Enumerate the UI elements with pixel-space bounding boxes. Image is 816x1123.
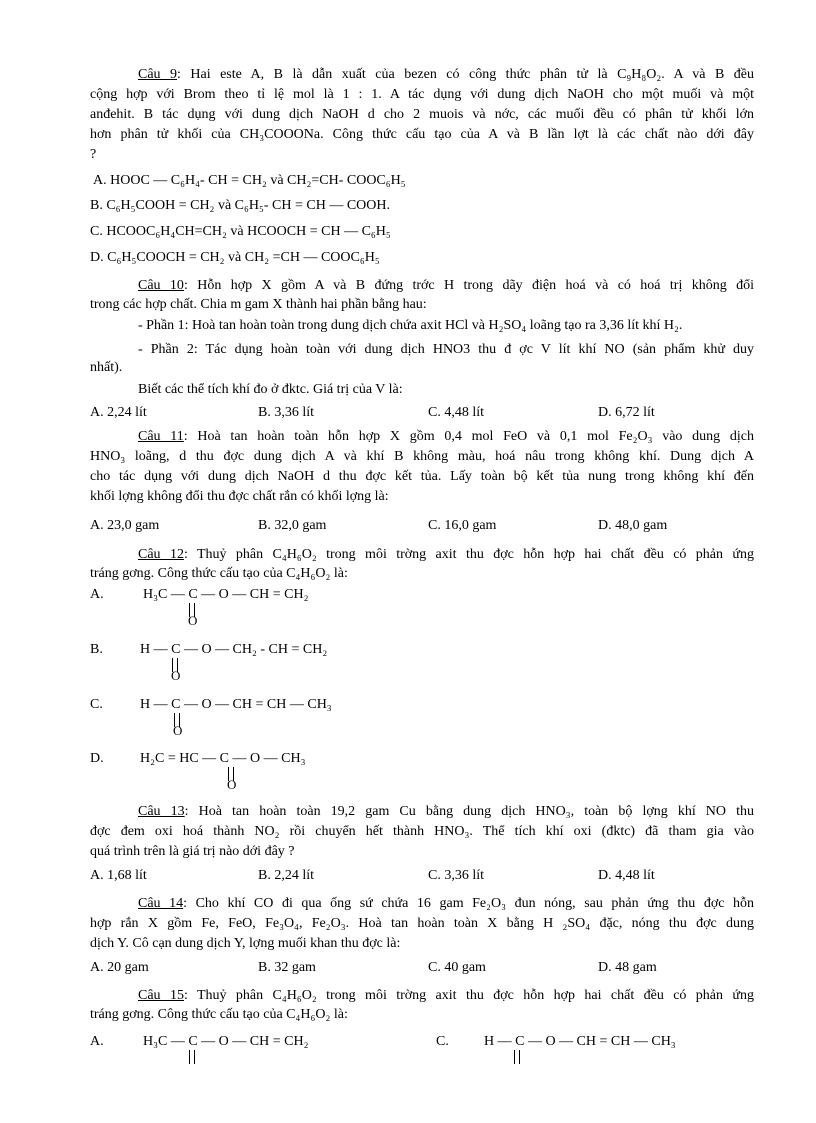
- q10-option-a[interactable]: A. 2,24 lít: [90, 405, 147, 420]
- q13-option-c[interactable]: C. 3,36 lít: [428, 868, 485, 883]
- q10-line2: trong các hợp chất. Chia m gam X thành hai phần bằng hau:: [90, 297, 427, 312]
- q9-line3: anđehit. B tác dụng với dung dịch NaOH d cho 2 muois và nớc, các muối đều có phân tử khối lớn: [90, 107, 754, 122]
- q11-text1: : Hoà tan hoàn toàn hỗn hợp X gồm 0,4 mol FeO và 0,1 mol Fe₂O₃ vào dung dịch: [183, 429, 754, 444]
- q9-option-b[interactable]: B. C₆H₅COOH = CH₂ và C₆H₅- CH = CH — COOH.: [90, 198, 390, 213]
- q12-a-oxygen: O: [188, 613, 198, 628]
- q14-option-d[interactable]: D. 48 gam: [598, 960, 657, 975]
- q10-ask: Biết các thể tích khí đo ở đktc. Giá trị của V là:: [138, 382, 403, 397]
- q10-label: Câu 10: [138, 278, 184, 293]
- q15-line1: [138, 987, 754, 1005]
- q12-option-b-label[interactable]: B.: [90, 642, 103, 657]
- q9-option-d[interactable]: D. C₆H₅COOCH = CH₂ và CH₂ =CH — COOC₆H₅: [90, 250, 380, 265]
- q10-option-b[interactable]: B. 3,36 lít: [258, 405, 315, 420]
- q12-option-a-label[interactable]: A.: [90, 587, 104, 602]
- q9-option-c[interactable]: C. HCOOC₆H₄CH=CH₂ và HCOOCH = CH — C₆H₅: [90, 224, 391, 239]
- q12-b-oxygen: O: [171, 668, 181, 683]
- q15-text1: : Thuỷ phân C₄H₆O₂ trong môi trờng axit thu đợc hỗn hợp hai chất đều có phản ứng: [183, 988, 754, 1003]
- q10-option-c[interactable]: C. 4,48 lít: [428, 405, 485, 420]
- q15-label: Câu 15: [138, 988, 184, 1003]
- q9-option-a[interactable]: A. HOOC — C₆H₄- CH = CH₂ và CH₂=CH- COOC₆H₅: [93, 173, 406, 188]
- q9-line2: cộng hợp với Brom theo tỉ lệ mol là 1 : 1. A tác dụng với dung dịch NaOH cho một muối và một: [90, 87, 754, 102]
- q11-option-c[interactable]: C. 16,0 gam: [428, 518, 497, 533]
- q12-formula-d: H₂C = HC — C — O — CH₃: [140, 751, 306, 766]
- q10-part2b: nhất).: [90, 360, 123, 375]
- q13-label: Câu 13: [138, 804, 185, 819]
- q12-formula-c: H — C — O — CH = CH — CH₃: [140, 697, 332, 712]
- q14-option-b[interactable]: B. 32 gam: [258, 960, 316, 975]
- q12-d-oxygen: O: [227, 777, 237, 792]
- q13-line3: quá trình trên là giá trị nào dới đây ?: [90, 844, 295, 859]
- q15-option-c-label[interactable]: C.: [436, 1034, 449, 1049]
- q12-text1: : Thuỷ phân C₄H₆O₂ trong môi trờng axit thu đợc hỗn hợp hai chất đều có phản ứng: [183, 547, 754, 562]
- q14-line2: hợp rắn X gồm Fe, FeO, Fe₃O₄, Fe₂O₃. Hoà tan hoàn toàn X bằng H ₂SO₄ đặc, nóng thu đợc dung: [90, 916, 754, 931]
- q15-a-double-bond: [189, 1050, 195, 1064]
- q11-line4: khối lợng không đổi thu đợc chất rắn có khối lợng là:: [90, 489, 389, 504]
- q12-line1: [138, 546, 754, 564]
- q9-line4: hơn phân tử khối của CH₃COOONa. Công thức cấu tạo của A và B lần lợt là các chất nào dới đây: [90, 127, 754, 142]
- q9-text1: : Hai este A, B là dẫn xuất của bezen có công thức phân tử là C₉H₈O₂. A và B đều: [177, 67, 754, 82]
- q10-part1: - Phần 1: Hoà tan hoàn toàn trong dung dịch chứa axit HCl và H₂SO₄ loãng tạo ra 3,36 lít khí H₂.: [138, 318, 683, 333]
- q15-c-double-bond: [514, 1050, 520, 1064]
- q14-label: Câu 14: [138, 896, 184, 911]
- q15-formula-a: H₃C — C — O — CH = CH₂: [143, 1034, 309, 1049]
- q11-option-b[interactable]: B. 32,0 gam: [258, 518, 327, 533]
- q14-line1: [138, 895, 754, 913]
- q13-option-b[interactable]: B. 2,24 lít: [258, 868, 315, 883]
- q13-option-a[interactable]: A. 1,68 lít: [90, 868, 147, 883]
- q10-line1: [138, 277, 754, 295]
- q13-line1: [138, 803, 754, 821]
- q14-text1: : Cho khí CO đi qua ống sứ chứa 16 gam Fe₂O₃ đun nóng, sau phản ứng thu đợc hỗn: [183, 896, 754, 911]
- q12-option-c-label[interactable]: C.: [90, 697, 103, 712]
- q11-label: Câu 11: [138, 429, 184, 444]
- q14-option-a[interactable]: A. 20 gam: [90, 960, 149, 975]
- q11-line3: cho tác dụng với dung dịch NaOH d thu đợc kết tủa. Lấy toàn bộ kết tủa nung trong không khí đến: [90, 469, 754, 484]
- q13-line2: đợc đem oxi hoá thành NO₂ rồi chuyển hết thành HNO₃. Thể tích khí oxi (đktc) đã tham gia vào: [90, 824, 754, 839]
- q12-line2: tráng gơng. Công thức cấu tạo của C₄H₆O₂ là:: [90, 566, 348, 581]
- q11-line1: [138, 428, 754, 446]
- q14-line3: dịch Y. Cô cạn dung dịch Y, lợng muối khan thu đợc là:: [90, 936, 401, 951]
- q12-formula-a: H₃C — C — O — CH = CH₂: [143, 587, 309, 602]
- q15-formula-c: H — C — O — CH = CH — CH₃: [484, 1034, 676, 1049]
- q11-line2: HNO₃ loãng, d thu đợc dung dịch A và khí B không màu, hoá nâu trong không khí. Dung dịch A: [90, 449, 754, 464]
- q11-option-a[interactable]: A. 23,0 gam: [90, 518, 160, 533]
- q13-text1: : Hoà tan hoàn toàn 19,2 gam Cu bằng dung dịch HNO₃, toàn bộ lợng khí NO thu: [184, 804, 754, 819]
- q9-label: Câu 9: [138, 67, 178, 82]
- q12-formula-b: H — C — O — CH₂ - CH = CH₂: [140, 642, 328, 657]
- q12-c-oxygen: O: [173, 723, 183, 738]
- q12-label: Câu 12: [138, 547, 184, 562]
- q9-line1: [138, 66, 754, 84]
- q12-option-d-label[interactable]: D.: [90, 751, 104, 766]
- q9-line5: ?: [90, 147, 97, 162]
- q15-option-a-label[interactable]: A.: [90, 1034, 104, 1049]
- q13-option-d[interactable]: D. 4,48 lít: [598, 868, 655, 883]
- q14-option-c[interactable]: C. 40 gam: [428, 960, 486, 975]
- q11-option-d[interactable]: D. 48,0 gam: [598, 518, 668, 533]
- q10-part2a: - Phần 2: Tác dụng hoàn toàn với dung dịch HNO3 thu đ ợc V lít khí NO (sản phẩm khử duy: [138, 342, 754, 357]
- q10-text1: : Hỗn hợp X gồm A và B đứng trớc H trong dãy điện hoá và có hoá trị không đổi: [183, 278, 754, 293]
- q10-option-d[interactable]: D. 6,72 lít: [598, 405, 655, 420]
- q15-line2: tráng gơng. Công thức cấu tạo của C₄H₆O₂ là:: [90, 1007, 348, 1022]
